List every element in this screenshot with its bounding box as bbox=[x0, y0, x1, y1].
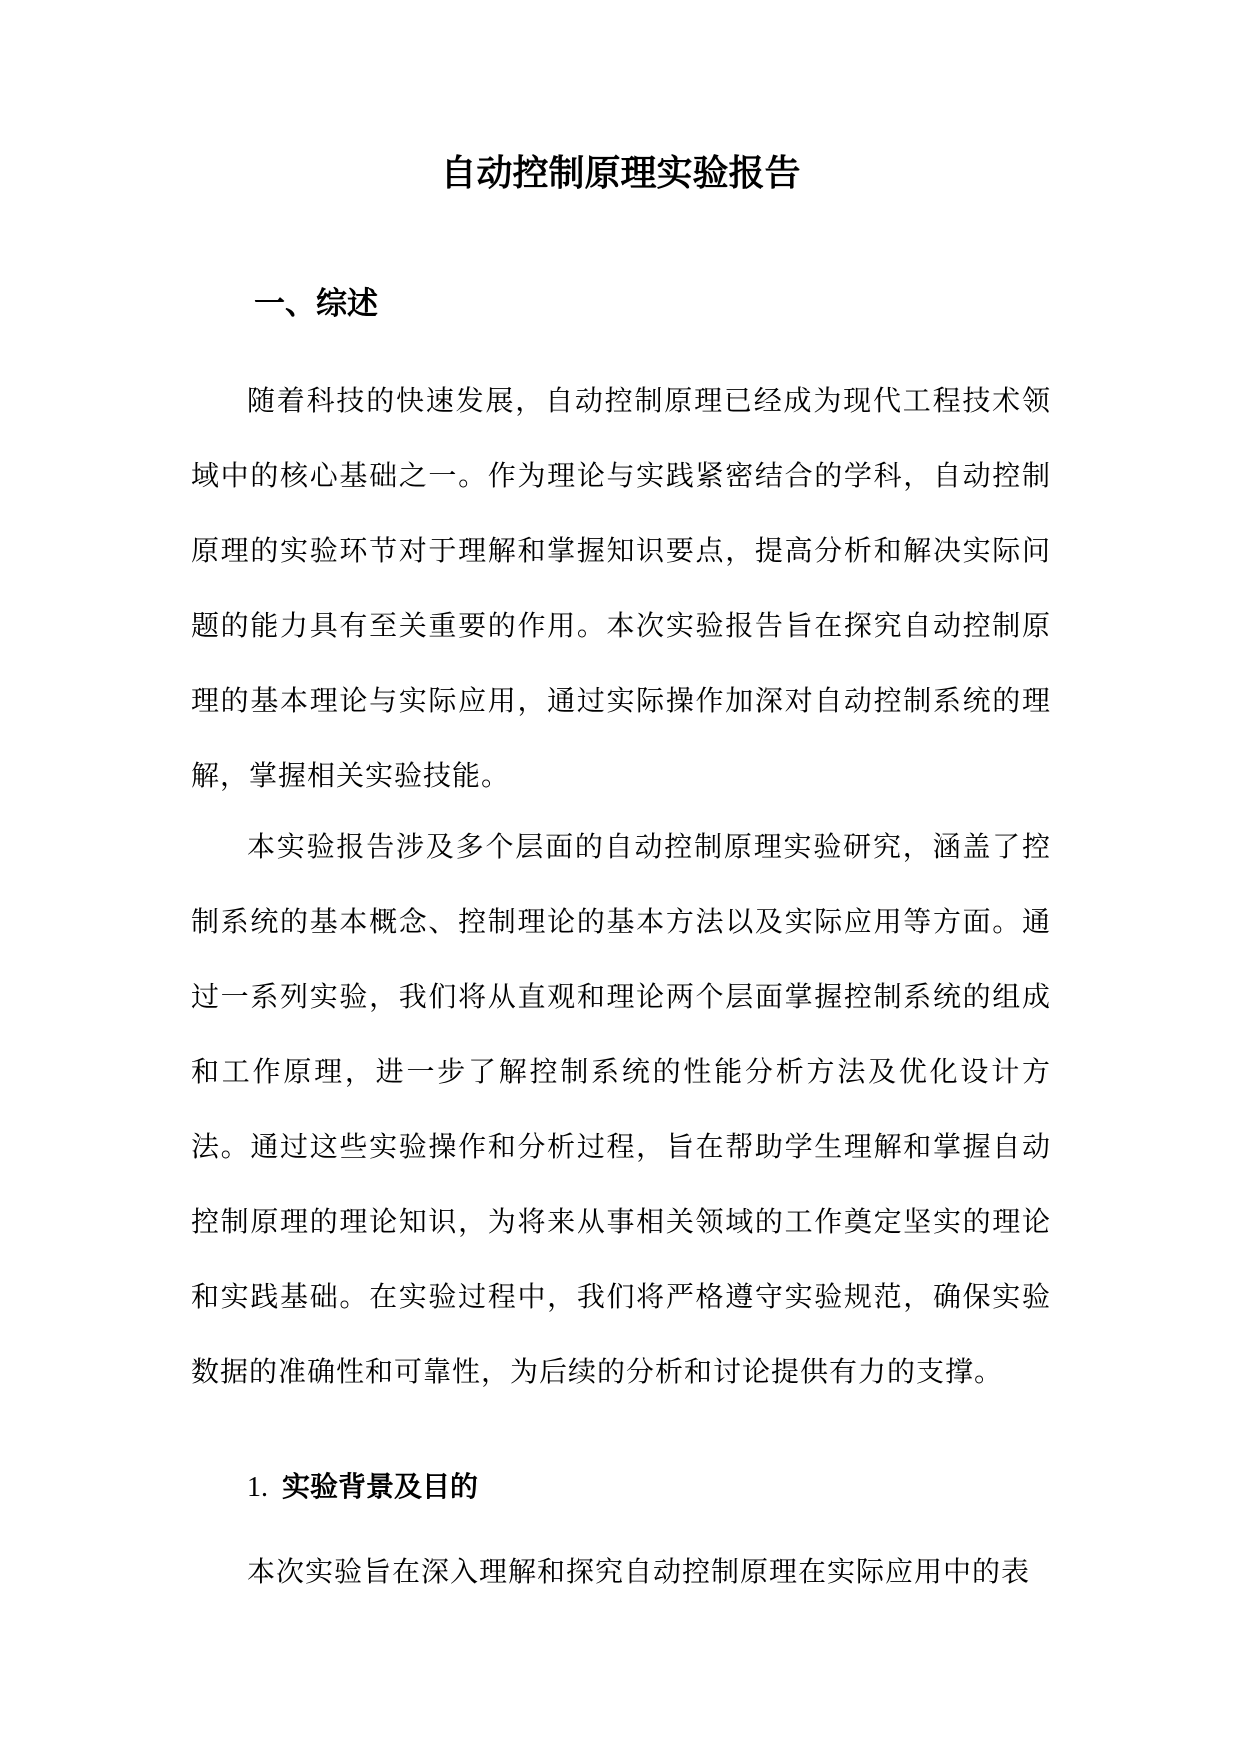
section-heading: 一、综述 bbox=[254, 286, 378, 322]
subsection-title: 实验背景及目的 bbox=[282, 1470, 479, 1503]
page-title: 自动控制原理实验报告 bbox=[440, 153, 801, 194]
body-paragraph: 随着科技的快速发展，自动控制原理已经成为现代工程技术领域中的核心基础之一。作为理论与实践紧密结合的学科，自动控制原理的实验环节对于理解和掌握知识要点，提高分析和解决实际问题的能力具有至关重要的作用。本次实验报告旨在探究自动控制原理的基本理论与实际应用，通过实际操作加深对自动控制系统的理解，掌握相关实验技能。 bbox=[191, 384, 1051, 792]
body-paragraph: 本次实验旨在深入理解和探究自动控制原理在实际应用中的表 bbox=[247, 1555, 1031, 1588]
body-paragraph: 本实验报告涉及多个层面的自动控制原理实验研究，涵盖了控制系统的基本概念、控制理论的基本方法以及实际应用等方面。通过一系列实验，我们将从直观和理论两个层面掌握控制系统的组成和工作原理，进一步了解控制系统的性能分析方法及优化设计方法。通过这些实验操作和分析过程，旨在帮助学生理解和掌握自动控制原理的理论知识，为将来从事相关领域的工作奠定坚实的理论和实践基础。在实验过程中，我们将严格遵守实验规范，确保实验数据的准确性和可靠性，为后续的分析和讨论提供有力的支撑。 bbox=[191, 830, 1051, 1388]
subsection-heading bbox=[247, 1467, 478, 1508]
subsection-number: 1. bbox=[247, 1472, 268, 1503]
